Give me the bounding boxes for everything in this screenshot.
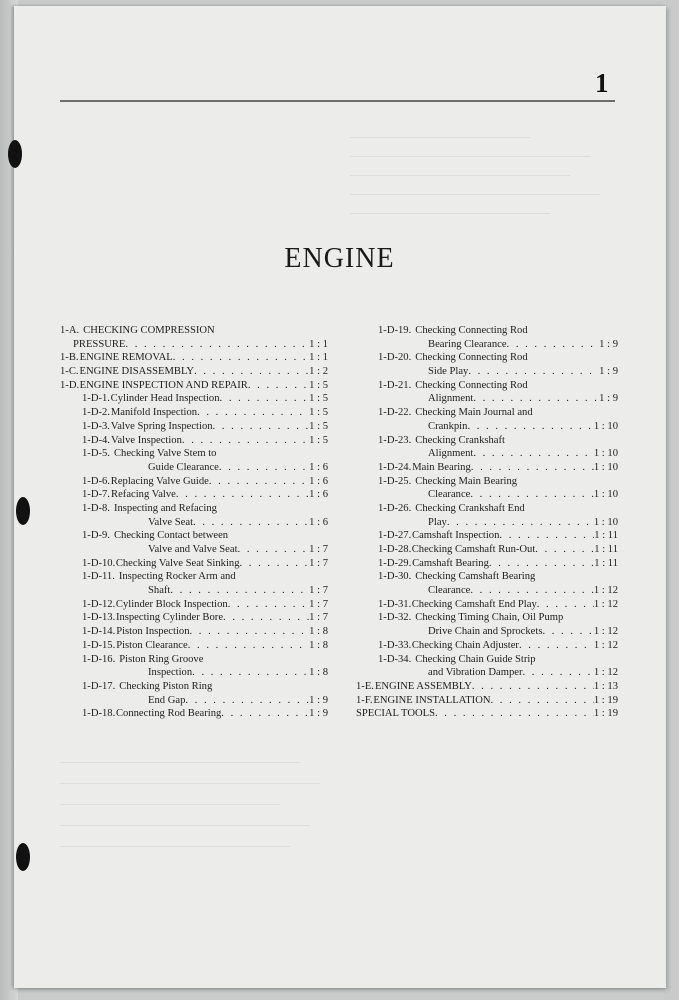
toc-entry [60,502,328,516]
toc-entry-label: Piston Ring Groove [119,653,204,665]
toc-entry-label: Inspection [148,667,193,679]
toc-entry-label: Checking Main Journal and [415,407,533,419]
toc-entry-page: 1 : 11 [594,544,618,555]
toc-entry [356,625,618,639]
toc-leader-dots [228,598,309,612]
toc-entry-label: Alignment [428,393,474,405]
section-title: ENGINE [284,243,395,274]
toc-entry [356,666,618,680]
toc-entry-label: Bearing Clearance [428,338,507,350]
toc-entry-label: Play [428,516,447,528]
toc-entry-number: 1-D-6. [82,475,110,487]
toc-entry-page: 1 : 11 [594,557,618,569]
toc-leader-dots [213,420,310,434]
toc-entry-number: 1-D-20. [378,352,412,364]
toc-entry-number: 1-D-8. [82,502,110,514]
toc-entry-label: Checking Camshaft Run-Out [411,544,536,555]
toc-entry [356,611,618,625]
toc-entry-number: 1-D-4. [82,434,110,446]
toc-entry-page: 1 : 11 [594,530,618,542]
toc-entry [60,488,328,502]
toc-entry-number: 1-C. [60,366,79,378]
toc-entry [356,379,618,393]
toc-entry-label: Checking Valve Stem to [113,448,217,460]
toc-leader-dots [238,543,310,557]
toc-entry [356,584,618,598]
toc-leader-dots [220,392,310,406]
toc-entry [60,324,328,338]
toc-entry [356,475,618,489]
toc-entry [60,406,328,420]
toc-entry-label: ENGINE REMOVAL [79,352,173,364]
toc-entry [60,516,328,530]
toc-entry-page: 1 : 10 [593,461,618,473]
toc-entry-page: 1 : 5 [309,393,328,405]
toc-leader-dots [176,488,309,502]
toc-entry-number: 1-D-26. [378,502,412,514]
toc-entry [356,351,618,365]
toc-leader-dots [173,351,309,365]
toc-entry [356,392,618,406]
toc-entry [356,324,618,338]
toc-entry [60,392,328,406]
toc-entry-number: 1-D-34. [378,653,412,665]
toc-entry [60,365,328,379]
toc-entry [356,338,618,352]
toc-entry-number: 1-D-7. [82,489,110,501]
toc-leader-dots [194,365,309,379]
toc-leader-dots [535,543,594,557]
toc-leader-dots [537,598,594,612]
toc-leader-dots [221,707,309,721]
toc-entry-label: Valve Spring Inspection [110,420,213,432]
toc-entry [356,434,618,448]
toc-leader-dots [523,666,594,680]
toc-entry-number: 1-D-24. [378,461,412,473]
toc-entry [356,488,618,502]
toc-entry [356,557,618,571]
toc-entry-label: Checking Camshaft Bearing [415,571,536,583]
toc-entry [60,447,328,461]
toc-entry-number: 1-D-27. [378,530,412,542]
toc-entry-page: 1 : 1 [309,338,328,350]
toc-leader-dots [219,461,309,475]
toc-entry [60,666,328,680]
toc-entry-number: 1-D-13. [82,612,116,624]
toc-entry-page: 1 : 7 [309,557,328,569]
toc-leader-dots [209,475,309,489]
toc-entry [356,639,618,653]
toc-entry [60,338,328,352]
toc-entry-page: 1 : 8 [309,639,328,651]
toc-entry-number: 1-D-2. [82,407,110,419]
toc-leader-dots [192,666,309,680]
toc-entry-page: 1 : 9 [599,338,618,350]
toc-entry-page: 1 : 12 [593,598,618,610]
toc-entry [60,625,328,639]
toc-leader-dots [190,625,310,639]
toc-leader-dots [471,461,594,475]
toc-column-left [60,324,328,721]
toc-entry-number: 1-D-29. [378,557,412,569]
toc-entry-page: 1 : 9 [309,708,328,720]
toc-entry-label: Clearance [428,489,471,501]
toc-entry-page: 1 : 8 [309,626,328,638]
toc-leader-dots [223,611,309,625]
toc-entry-label: Inspecting and Refacing [113,502,217,514]
toc-entry-number: 1-D-15. [82,639,116,651]
toc-leader-dots [193,516,309,530]
toc-entry-page: 1 : 6 [309,475,328,487]
toc-entry-number: 1-D. [60,379,80,391]
toc-entry [60,557,328,571]
toc-leader-dots [468,365,599,379]
toc-entry [356,707,618,721]
toc-entry-label: CHECKING COMPRESSION [83,325,215,336]
toc-column-right [356,324,618,721]
toc-entry-page: 1 : 9 [309,694,328,706]
toc-entry-label: Checking Main Bearing [415,475,518,487]
toc-entry-label: Replacing Valve Guide [110,475,209,487]
toc-entry [60,570,328,584]
toc-entry-label: Shaft [148,585,171,597]
toc-entry-page: 1 : 12 [593,667,618,679]
toc-entry [60,639,328,653]
toc-entry [356,502,618,516]
toc-entry-label: SPECIAL TOOLS [356,708,435,720]
toc-entry-number: 1-F. [356,694,373,706]
toc-entry [60,653,328,667]
toc-entry-page: 1 : 7 [309,612,328,624]
toc-entry-label: Alignment [428,448,474,460]
toc-entry-page: 1 : 10 [593,448,618,460]
toc-entry-number: 1-D-30. [378,571,412,583]
toc-entry-number: 1-D-23. [378,434,412,446]
toc-entry-label: Checking Chain Adjuster [411,639,519,651]
toc-entry-number: 1-A. [60,325,80,336]
toc-entry-page: 1 : 5 [309,420,328,432]
toc-entry-number: 1-D-9. [82,530,110,542]
toc-entry-label: Valve and Valve Seat [148,544,238,555]
toc-entry-number: 1-D-33. [378,639,412,651]
toc-entry [60,461,328,475]
toc-entry-page: 1 : 19 [593,694,618,706]
toc-entry-number: 1-D-31. [378,598,412,610]
toc-entry-label: Connecting Rod Bearing [115,708,222,720]
toc-entry-label: Piston Clearance [116,639,188,651]
toc-entry-page: 1 : 7 [309,544,328,555]
toc-leader-dots [240,557,310,571]
toc-entry-label: Checking Camshaft End Play [411,598,537,610]
header-rule [60,100,615,102]
toc-entry-number: 1-D-28. [378,544,412,555]
toc-entry-page: 1 : 10 [593,489,618,501]
toc-leader-dots [473,392,599,406]
toc-entry-label: PRESSURE [73,338,126,350]
toc-entry [60,351,328,365]
toc-leader-dots [248,379,309,393]
toc-leader-dots [470,488,594,502]
toc-entry [356,516,618,530]
toc-entry [60,611,328,625]
toc-leader-dots [467,420,593,434]
toc-entry [356,543,618,557]
toc-entry-label: Checking Connecting Rod [415,325,528,336]
toc-entry-number: 1-D-10. [82,557,116,569]
toc-entry-number: 1-D-16. [82,653,116,665]
toc-entry-page: 1 : 2 [309,366,328,378]
toc-leader-dots [499,529,594,543]
toc-entry-number: 1-D-25. [378,475,412,487]
toc-entry-number: 1-D-11. [82,571,115,583]
toc-leader-dots [507,338,600,352]
toc-entry-label: Camshaft Bearing [412,557,489,569]
toc-leader-dots [188,639,309,653]
toc-entry [356,570,618,584]
toc-entry [356,406,618,420]
toc-entry-page: 1 : 9 [599,366,618,378]
toc-leader-dots [435,707,594,721]
toc-entry-page: 1 : 5 [309,407,328,419]
toc-entry-label: Main Bearing [412,461,471,473]
toc-entry [356,598,618,612]
toc-entry-number: 1-D-14. [82,626,116,638]
toc-entry [60,434,328,448]
toc-entry [356,653,618,667]
toc-entry-number: 1-D-19. [378,325,412,336]
toc-entry-number: 1-D-21. [378,379,412,391]
toc-entry-label: Piston Inspection [116,626,190,638]
toc-entry-label: ENGINE INSTALLATION [373,694,491,706]
toc-entry [356,694,618,708]
toc-entry [356,447,618,461]
toc-entry [60,584,328,598]
toc-entry [356,420,618,434]
toc-entry-page: 1 : 7 [309,585,328,597]
toc-entry-label: Manifold Inspection [110,407,198,419]
toc-entry-page: 1 : 19 [593,708,618,720]
toc-entry-page: 1 : 5 [309,434,328,446]
toc-entry-label: Checking Connecting Rod [415,352,528,364]
binder-hole [8,140,22,168]
toc-leader-dots [470,584,594,598]
toc-entry-page: 1 : 1 [309,352,328,364]
toc-entry [356,365,618,379]
toc-entry-number: 1-B. [60,352,79,364]
toc-entry-page: 1 : 9 [599,393,618,405]
toc-leader-dots [489,557,594,571]
toc-entry-label: Checking Crankshaft [415,434,505,446]
toc-entry-label: Drive Chain and Sprockets [428,626,543,638]
toc-entry [60,475,328,489]
toc-entry-label: Checking Valve Seat Sinking [115,557,240,569]
toc-entry-page: 1 : 13 [593,680,618,692]
toc-entry-label: End Gap [148,694,186,706]
toc-entry-label: Clearance [428,585,471,597]
toc-entry-number: 1-D-17. [82,680,116,692]
toc-leader-dots [519,639,594,653]
toc-entry-page: 1 : 6 [309,461,328,473]
toc-entry-number: 1-D-22. [378,407,412,419]
toc-entry-label: Checking Contact between [113,530,229,542]
toc-entry-number: 1-D-32. [378,612,412,624]
toc-entry-label: Checking Connecting Rod [415,379,528,391]
toc-entry [60,379,328,393]
toc-leader-dots [472,680,594,694]
toc-entry-page: 1 : 10 [593,516,618,528]
toc-entry-label: Checking Chain Guide Strip [415,653,536,665]
toc-entry-label: Checking Piston Ring [119,680,213,692]
toc-entry-page: 1 : 5 [309,379,328,391]
toc-entry-page: 1 : 7 [309,598,328,610]
toc-entry-page: 1 : 12 [593,585,618,597]
toc-leader-dots [170,584,309,598]
toc-entry [60,694,328,708]
toc-entry [60,420,328,434]
toc-entry [356,680,618,694]
binder-hole [16,497,30,525]
toc-leader-dots [542,625,593,639]
toc-entry-label: Cylinder Head Inspection [110,393,220,405]
page-number: 1 [595,68,609,98]
toc-entry-number: 1-D-18. [82,708,116,720]
toc-entry-label: Cylinder Block Inspection [115,598,228,610]
toc-entry-page: 1 : 12 [593,626,618,638]
toc-entry-label: Inspecting Cylinder Bore [115,612,224,624]
bleed-through-text [60,750,330,950]
toc-entry-page: 1 : 12 [593,639,618,651]
toc-entry-number: 1-D-3. [82,420,110,432]
toc-entry [60,707,328,721]
toc-entry-label: ENGINE ASSEMBLY [374,680,472,692]
toc-entry-page: 1 : 10 [593,420,618,432]
toc-entry-number: 1-D-12. [82,598,116,610]
binder-hole [16,843,30,871]
toc-entry-label: ENGINE INSPECTION AND REPAIR [79,379,248,391]
bleed-through-text [350,125,610,305]
toc-entry-label: Inspecting Rocker Arm and [118,571,236,583]
toc-leader-dots [447,516,594,530]
toc-entry-number: 1-D-5. [82,448,110,460]
toc-leader-dots [182,434,309,448]
toc-entry-label: Guide Clearance [148,461,219,473]
toc-leader-dots [197,406,309,420]
toc-entry-label: Crankpin [428,420,468,432]
toc-entry [60,529,328,543]
toc-entry-label: Checking Timing Chain, Oil Pump [415,612,564,624]
toc-entry [60,680,328,694]
toc-entry [356,461,618,475]
toc-entry-label: and Vibration Damper [428,667,523,679]
toc-entry [60,543,328,557]
toc-entry-label: Checking Crankshaft End [415,502,525,514]
toc-entry [60,598,328,612]
toc-entry-label: Valve Seat [148,516,194,528]
toc-entry-number: 1-E. [356,680,374,692]
toc-entry-label: Valve Inspection [110,434,182,446]
toc-entry-page: 1 : 6 [309,489,328,501]
toc-entry-label: ENGINE DISASSEMBLY [79,366,195,378]
toc-leader-dots [125,338,309,352]
toc-entry [356,529,618,543]
toc-entry-number: 1-D-1. [82,393,110,405]
toc-entry-label: Refacing Valve [111,489,176,501]
toc-entry-page: 1 : 8 [309,667,328,679]
toc-entry-label: Side Play [428,366,469,378]
toc-leader-dots [185,694,309,708]
toc-entry-page: 1 : 6 [309,516,328,528]
toc-leader-dots [473,447,594,461]
toc-entry-label: Camshaft Inspection [412,530,500,542]
toc-leader-dots [491,694,594,708]
